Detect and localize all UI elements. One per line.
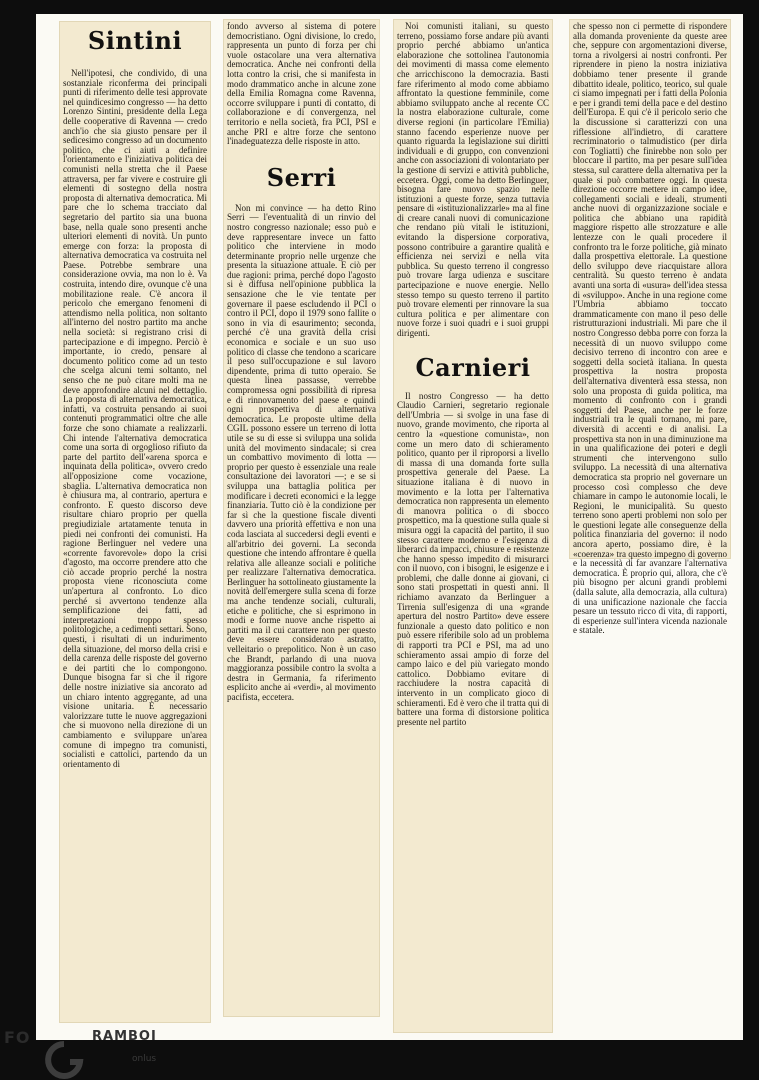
article-body-sintini bbox=[60, 69, 210, 769]
article-body-carnieri bbox=[394, 392, 552, 728]
paragraph: fondo avverso al sistema di potere democristiano. Ogni divisione, lo credo, rappresenta un punto di forza per chi vuole ostacolare una vera alternativa democratica. Anche nei confronti della lotta contro la crisi, che si manifesta in modo drammatico anche in alcune zone della Emilia Romagna come Ravenna, occorre sviluppare i punti di contatto, di collaborazione e di convergenza, nel territorio e nella società, fra PCI, PSI e anche PRI e altre forze che sentono l'inadeguatezza delle risposte in atto. bbox=[227, 21, 376, 147]
article-heading-sintini: Sintini bbox=[87, 26, 183, 55]
watermark-name: RAMBOI bbox=[92, 1029, 157, 1044]
article-body-carnieri-continued bbox=[570, 20, 730, 636]
article-body-serri bbox=[224, 204, 379, 703]
paragraph: Il nostro Congresso — ha detto Claudio Carnieri, segretario regionale dell'Umbria — si svolge in una fase di nuovo, grande movimento, che riporta al centro la «questione comunista», non come un mero dato di schieramento politico, quanto per il riproporsi a livello di massa di una domanda forte sulla prospettiva generale del Paese. La situazione italiana è di nuovo in movimento e la lotta per l'alternativa democratica non rappresenta un elemento di manovra politica o di sbocco prospettico, ma la questione sulla quale si misura oggi la capacità del partito, il suo stesso carattere moderno e l'esigenza di liberarci da impacci, chiusure e resistenze che hanno spesso impedito di misurarci con il nuovo, con i bisogni, le esigenze e i problemi, che dalle donne ai giovani, ci sono stati prospettati in questi anni. Il richiamo avanzato da Berlinguer a Tirrenia sull'esigenza di una «grande apertura del nostro Partito» deve essere funzionale a questo dato politico e non può essere riferibile solo ad un problema di rapporti tra PCI e PSI, ma ad uno schieramento assai ampio di forze del campo laico e del più variegato mondo cattolico. Dobbiamo evitare di racchiudere la nostra capacità di intervento in un complicato gioco di schieramenti. Ed è vero che il tratta qui di battere una forma di distorsione politica presente nel partito bbox=[397, 390, 550, 727]
paragraph: Nell'ipotesi, che condivido, di una sostanziale riconferma dei principali punti di riferimento delle tesi approvate nel quindicesimo congresso — ha detto Lorenzo Sintini, presidente della Lega delle cooperative di Ravenna — credo anch'io che sia giusto pensare per il sedicesimo congresso ad un documento politico, che ci aiuti a definire l'orientamento e l'iniziativa politica dei comunisti nella stretta che il Paese attraversa, per far vivere e costruire gli elementi di sostegno della nostra proposta di alternativa democratica. Mi pare che lo schema tracciato dal segretario del partito sia una buona base, nella quale sono presenti anche ulteriori elementi di novità. Un punto emerge con forza: la proposta di alternativa democratica va costruita nel Paese. Potrebbe sembrare una considerazione ovvia, ma non lo è. Va costruita, intendo dire, ovunque c'è una mobilitazione reale. C'è ancora il pericolo che emergano fenomeni di attendismo nella politica, non soltanto all'interno del nostro partito ma anche nella società: si registrano crisi di partecipazione e di impegno. Perciò è importante, io credo, pensare al documento politico come ad un testo che scelga alcuni temi soltanto, nel senso che ne può citare molti ma ne deve approfondire alcuni nel dettaglio. La proposta di alternativa democratica, infatti, va costruita pensando ai suoi contenuti programmatici oltre che alle forze che sono chiamate a realizzarli. Chi intende l'alternativa democratica come una sorta di orgoglioso rifiuto da parte del partito dell'«arena sporca e inquinata della politica», ovvero credo all'opposizione come vocazione, sbaglia. L'alternativa democratica non è chiusura ma, al contrario, apertura e confronto. E questo discorso deve risultare chiaro proprio per quella pregiudiziale artatamente tenuta in piedi nei confronti dei comunisti. Ha ragione Berlinguer nel vedere una «corrente favorevole» dopo la crisi d'agosto, ma occorre prendere atto che ciò accade proprio perché la nostra proposta viene riconosciuta come un'apertura al confronto. Lo dico perché si avvertono tendenze alla semplificazione dei fatti, ad interpretazioni troppo spesso politologiche, a cedimenti settari. Sono, questi, i risultati di un indurimento della situazione, del morso della crisi e della carenza delle risposte del governo e dei partiti che lo compongono. Dunque bisogna far sì che il rigore delle nostre iniziative sia ancorato ad un chiaro intento aggregante, ad una visione unitaria. È necessario valorizzare tutte le nuove aggregazioni che si muovono nella direzione di un cambiamento e sviluppare un'area comune di impegno tra comunisti, socialisti e cattolici, partendo da un orientamento di bbox=[63, 68, 207, 769]
article-heading-serri: Serri bbox=[266, 162, 337, 192]
watermark bbox=[0, 1026, 260, 1080]
article-column-carnieri bbox=[394, 20, 552, 1032]
article-body-sintini-continued bbox=[224, 20, 379, 147]
watermark-suffix: onlus bbox=[132, 1054, 157, 1064]
paragraph: Non mi convince — ha detto Rino Serri — l'eventualità di un rinvio del nostro congresso nazionale; esso può e deve rappresentare invece un fatto politico che interviene in modo determinante proprio nelle urgenze che presenta la situazione attuale. E ciò per due ragioni: prima, perché dopo l'agosto si è diffusa nell'opinione pubblica la sensazione che le vie tentate per governare il paese escludendo il PCI o contro il PCI, dopo il 1979 sono fallite o sono in via di esaurimento; seconda, perché c'è una gravità della crisi economica e sociale e un suo uso politico di classe che tendono a scaricare il peso sull'occupazione e sul lavoro dipendente, prima di tutto operaio. Se questa linea passasse, verrebbe compromessa ogni possibilità di ripresa e di rinnovamento del paese e quindi ogni prospettiva di alternativa democratica. Le proposte ultime della CGIL possono essere un terreno di lotta utile se su di esse si sviluppa una solida unità del movimento sindacale; si crea un combattivo movimento di lotta — proprio per questo è essenziale una reale consultazione dei lavoratori —; e se si sviluppa una battaglia politica per modificare i decreti economici e la legge finanziaria. Tutto ciò è la condizione per far sì che la questione fiscale diventi davvero una priorità effettiva e non una coda lasciata al succedersi degli eventi e all'arbitrio dei governi. La seconda questione che intendo affrontare è quella relativa alle alleanze sociali e politiche per realizzare l'alternativa democratica. Berlinguer ha sottolineato giustamente la novità dell'emergere sulla scena di forze ma anche tendenze sociali, culturali, etiche e politiche, che si esprimono in modi e forme nuove anche rispetto ai partiti ma il cui carattere non per questo deve essere considerato astratto, velleitario o prepolitico. Non è un caso che Brandt, parlando di una nuova maggioranza possibile contro la svolta a destra in Germania, fa riferimento esplicito anche ai «verdi», al movimento pacifista, eccetera. bbox=[227, 202, 376, 702]
watermark-prefix: FO bbox=[4, 1028, 31, 1047]
paragraph: Noi comunisti italiani, su questo terreno, possiamo forse andare più avanti proprio perché abbiamo un'antica elaborazione che sottolinea l'autonomia dei movimenti di massa come elemento che arricchiscono la democrazia. Basti fare riferimento al modo come abbiamo affrontato la questione femminile, come abbiamo sviluppato anche al recente CC la nostra elaborazione culturale, come diverse regioni (in particolare l'Emilia) stanno facendo esperienze nuove per quanto riguarda la legislazione sui diritti individuali e di gruppo, con convenzioni anche con associazioni di volontariato per la gestione di servizi e attività pubbliche, eccetera. Oggi, come ha detto Berlinguer, bisogna fare nuovo spazio nelle istituzioni a queste forze, senza tuttavia pensare di «istituzionalizzarle» ma al fine di creare canali nuovi di comunicazione che rendano più vitali le istituzioni, evitando la dispersione corporativa, possono contribuire a garantire qualità e efficienza nei servizi e nella vita pubblica. Su questo terreno il congresso può trovare larga udienza e suscitare partecipazione e nuove energie. Nello stesso tempo su questo terreno il partito può trovare elementi per rinnovare la sua cultura politica e per alimentare con nuove forze i suoi quadri e i suoi gruppi dirigenti. bbox=[397, 21, 549, 338]
paragraph: che spesso non ci permette di rispondere alla domanda proveniente da queste aree che, seppure con argomentazioni diverse, torna a rivolgersi ai nostri confronti. Per riprendere in pieno la nostra iniziativa dobbiamo tener presente il grande dibattito ideale, politico, teorico, sul quale ci siamo impegnati per i fatti della Polonia e per i grandi temi della pace e del destino dell'Europa. E qui c'è il pericolo serio che la discussione si caratterizzi con una riflessione all'indietro, di carattere recriminatorio o talmudistico (per dirla con Togliatti) che finirebbe non solo per bloccare il partito, ma per pesare sull'idea stessa, sul carattere della alternativa per la quale si può combattere oggi. In questa direzione occorre mettere in campo idee, collegamenti sociali e ideali, strumenti anche nuovi di organizzazione sociale e politica che abbiano una rapidità maggiore rispetto alle strozzature e alle lentezze con le quali procedere il confronto tra le forze politiche, già minato dalla prospettiva elettorale. La questione dello sviluppo deve riacquistare allora centralità. Su questo terreno è andata avanti una sorta di «usura» dell'idea stessa di «sviluppo». Anche in una regione come l'Umbria abbiamo toccato drammaticamente con mano il peso delle ristrutturazioni industriali. Mi pare che il nostro Congresso debba porre con forza la necessità di un nuovo sviluppo come decisivo terreno di incontro con aree e soggetti della società italiana. In questa prospettiva la nostra proposta dell'alternativa diventerà essa stessa, non solo una proposta di guida politica, ma momento di confronto con i grandi soggetti del Paese, anche per le forze industriali tra le quali tornano, mi pare, diversità di accenti e di analisi. La prospettiva sta non in una diminuzione ma in una qualificazione dei poteri e degli strumenti che intervengono sullo sviluppo. La necessità di una alternativa democratica sta proprio nel governare un processo così complesso che deve chiamare in campo le autonomie locali, le Regioni, le municipalità. Su questo terreno sono aperti problemi non solo per le questioni legate alle conseguenze della politica finanziaria del governo: il nodo ancora aperto, possiamo dire, è la «coerenza» tra questo impegno di governo e la necessità di far avanzare l'alternativa democratica. È proprio qui, allora, che c'è più bisogno per alcuni grandi problemi (dalla salute, alla democrazia, alla cultura) di una unificazione nazionale che faccia pesare un tessuto ricco di vita, di rapporti, di esperienze sull'intera vicenda nazionale e statale. bbox=[573, 21, 728, 636]
article-column-carnieri-continued bbox=[570, 20, 730, 636]
article-body-serri-continued bbox=[394, 20, 552, 339]
article-column-serri bbox=[224, 20, 379, 1016]
article-heading-carnieri: Carnieri bbox=[415, 352, 531, 382]
newspaper-clipping-sheet bbox=[36, 14, 743, 1040]
foundation-logo-icon bbox=[36, 1040, 92, 1076]
article-column-sintini bbox=[60, 22, 210, 1022]
